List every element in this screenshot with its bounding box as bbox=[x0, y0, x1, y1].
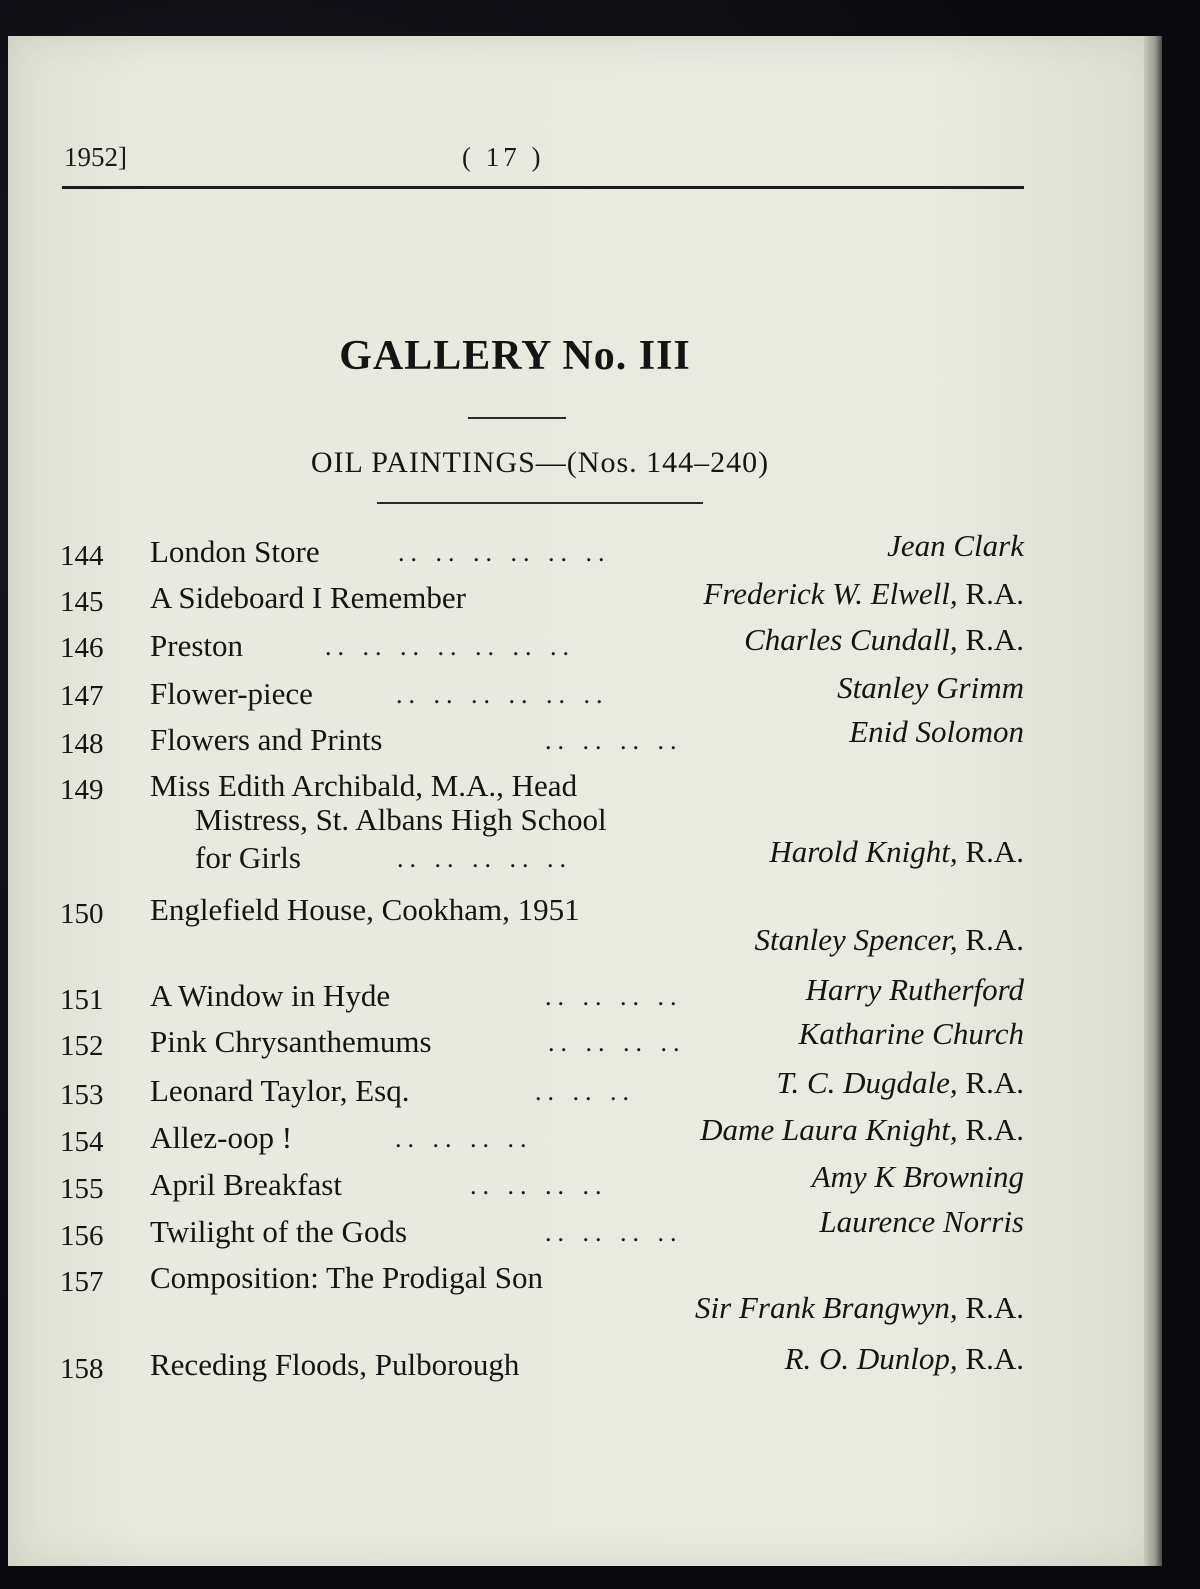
entry-artist bbox=[887, 528, 1024, 564]
entry-number: 157 bbox=[60, 1266, 104, 1298]
entry-title: Leonard Taylor, Esq. bbox=[150, 1073, 410, 1108]
artist-suffix: R.A. bbox=[957, 576, 1024, 611]
artist-suffix: R.A. bbox=[957, 1341, 1024, 1376]
artist-suffix: R.A. bbox=[957, 1112, 1024, 1147]
entry-artist bbox=[849, 714, 1024, 750]
entry-number: 151 bbox=[60, 984, 104, 1016]
entry-artist bbox=[744, 622, 1024, 658]
entry-number: 147 bbox=[60, 680, 104, 712]
entry-title-line: for Girls bbox=[195, 840, 301, 875]
entry-title: Flower-piece bbox=[150, 676, 313, 711]
entry-title-line: Mistress, St. Albans High School bbox=[195, 802, 607, 837]
entry-leader-dots: .. .. .. .. .. bbox=[397, 844, 572, 873]
artist-name: Harry Rutherford bbox=[805, 972, 1024, 1007]
artist-suffix: R.A. bbox=[957, 1290, 1024, 1325]
entry-title: Twilight of the Gods bbox=[150, 1214, 408, 1249]
entry-artist bbox=[695, 1290, 1024, 1326]
artist-suffix: R.A. bbox=[957, 834, 1024, 869]
entry-artist bbox=[777, 1065, 1024, 1101]
artist-name: Frederick W. Elwell, bbox=[703, 576, 958, 611]
gallery-title: GALLERY No. III bbox=[339, 333, 691, 379]
entry-number: 156 bbox=[60, 1220, 104, 1252]
entry-number: 146 bbox=[60, 632, 104, 664]
entry-title: Composition: The Prodigal Son bbox=[150, 1260, 543, 1295]
entry-leader-dots: .. .. .. .. .. .. bbox=[396, 680, 609, 709]
artist-name: Dame Laura Knight, bbox=[700, 1112, 958, 1147]
header-year: 1952] bbox=[64, 142, 127, 172]
entry-title: A Sideboard I Remember bbox=[150, 580, 466, 615]
entry-number: 149 bbox=[60, 774, 104, 806]
entry-number: 154 bbox=[60, 1126, 104, 1158]
entry-leader-dots: .. .. .. bbox=[535, 1077, 635, 1106]
running-head bbox=[54, 140, 1024, 180]
entry-leader-dots: .. .. .. .. bbox=[548, 1028, 686, 1057]
section-title: OIL PAINTINGS—(Nos. 144–240) bbox=[310, 446, 770, 479]
entry-leader-dots: .. .. .. .. bbox=[545, 1218, 683, 1247]
artist-name: Katharine Church bbox=[798, 1016, 1024, 1051]
entry-number: 153 bbox=[60, 1079, 104, 1111]
entry-title: London Store bbox=[150, 534, 320, 569]
artist-name: Amy K Browning bbox=[811, 1159, 1024, 1194]
entry-title: April Breakfast bbox=[150, 1167, 342, 1202]
entry-artist bbox=[799, 1016, 1024, 1052]
entry-number: 158 bbox=[60, 1353, 104, 1385]
entry-leader-dots: .. .. .. .. .. .. .. bbox=[325, 632, 575, 661]
artist-suffix: R.A. bbox=[957, 1065, 1024, 1100]
header-page-number: ( 17 ) bbox=[462, 142, 545, 172]
entry-artist bbox=[769, 834, 1024, 870]
section-rule bbox=[377, 502, 703, 504]
entry-artist bbox=[819, 1204, 1024, 1240]
entry-leader-dots: .. .. .. .. bbox=[545, 982, 683, 1011]
entry-artist bbox=[755, 922, 1024, 958]
entry-title: Englefield House, Cookham, 1951 bbox=[150, 892, 580, 927]
artist-name: Laurence Norris bbox=[819, 1204, 1024, 1239]
artist-name: Harold Knight, bbox=[769, 834, 958, 869]
entry-number: 144 bbox=[60, 540, 104, 572]
entry-artist bbox=[785, 1341, 1024, 1377]
artist-name: R. O. Dunlop, bbox=[784, 1341, 958, 1376]
entry-title: Preston bbox=[150, 628, 243, 663]
entry-artist bbox=[703, 576, 1024, 612]
artist-name: Stanley Spencer, bbox=[754, 922, 958, 957]
entry-number: 155 bbox=[60, 1173, 104, 1205]
entry-artist bbox=[806, 972, 1024, 1008]
artist-name: T. C. Dugdale, bbox=[776, 1065, 958, 1100]
artist-suffix: R.A. bbox=[957, 922, 1024, 957]
entry-artist bbox=[700, 1112, 1024, 1148]
entry-title: Pink Chrysanthemums bbox=[150, 1024, 432, 1059]
artist-name: Jean Clark bbox=[887, 528, 1024, 563]
artist-suffix: R.A. bbox=[957, 622, 1024, 657]
entry-title: Receding Floods, Pulborough bbox=[150, 1347, 520, 1382]
entry-artist bbox=[812, 1159, 1024, 1195]
entry-leader-dots: .. .. .. .. .. .. bbox=[398, 538, 611, 567]
entry-artist bbox=[837, 670, 1024, 706]
artist-name: Enid Solomon bbox=[849, 714, 1024, 749]
entry-number: 148 bbox=[60, 728, 104, 760]
entry-number: 150 bbox=[60, 898, 104, 930]
entry-title-line: Miss Edith Archibald, M.A., Head bbox=[150, 768, 578, 803]
entry-leader-dots: .. .. .. .. bbox=[470, 1171, 608, 1200]
artist-name: Sir Frank Brangwyn, bbox=[695, 1290, 958, 1325]
header-rule bbox=[62, 186, 1024, 189]
entry-number: 145 bbox=[60, 586, 104, 618]
artist-name: Charles Cundall, bbox=[744, 622, 958, 657]
artist-name: Stanley Grimm bbox=[837, 670, 1024, 705]
entry-leader-dots: .. .. .. .. bbox=[395, 1124, 533, 1153]
title-rule bbox=[468, 417, 566, 419]
page-edge bbox=[1144, 36, 1162, 1566]
entry-title: Flowers and Prints bbox=[150, 722, 383, 757]
entry-number: 152 bbox=[60, 1030, 104, 1062]
entry-title: Allez-oop ! bbox=[150, 1120, 293, 1155]
entry-leader-dots: .. .. .. .. bbox=[545, 726, 683, 755]
entry-title: A Window in Hyde bbox=[150, 978, 391, 1013]
